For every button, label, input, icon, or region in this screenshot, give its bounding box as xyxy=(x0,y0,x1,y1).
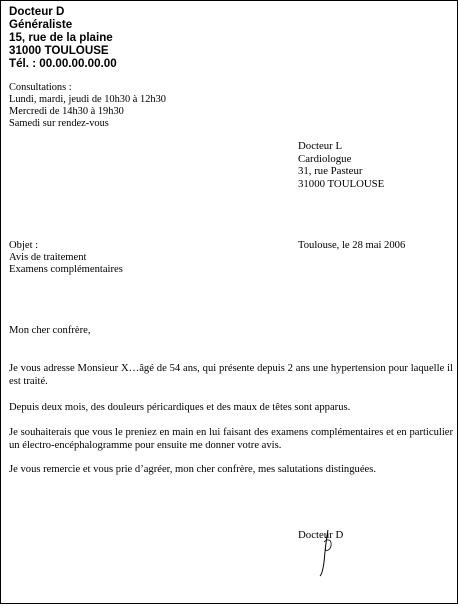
recipient-city: 31000 TOULOUSE xyxy=(298,177,385,190)
place-date: Toulouse, le 28 mai 2006 xyxy=(298,240,406,251)
recipient-name: Docteur L xyxy=(298,140,343,152)
signature-block xyxy=(298,522,368,582)
salutation: Mon cher confrère, xyxy=(9,325,91,336)
sender-title: Généraliste xyxy=(9,18,73,31)
sender-phone: Tél. : 00.00.00.00.00 xyxy=(9,57,117,70)
subject-line: Examens complémentaires xyxy=(9,264,123,275)
sender-city: 31000 TOULOUSE xyxy=(9,44,109,57)
recipient-title: Cardiologue xyxy=(298,152,352,165)
subject-label: Objet : xyxy=(9,240,39,251)
sender-street: 15, rue de la plaine xyxy=(9,31,113,44)
consultations-line: Samedi sur rendez-vous xyxy=(9,118,109,129)
signature-name: Docteur D xyxy=(298,529,344,541)
subject-line: Avis de traitement xyxy=(9,252,87,263)
body-paragraph: Depuis deux mois, des douleurs péricardiques et des maux de têtes sont apparus. xyxy=(9,402,351,413)
recipient-street: 31, rue Pasteur xyxy=(298,165,363,177)
body-paragraph: Je souhaiterais que vous le preniez en main en lui faisant des examens complémentaires et en particulier un électro-encéphalogramme pour ensuite me donner votre avis. xyxy=(9,427,453,451)
sender-name: Docteur D xyxy=(9,5,65,18)
consultations-line: Lundi, mardi, jeudi de 10h30 à 12h30 xyxy=(9,94,166,105)
consultations-heading: Consultations : xyxy=(9,82,72,93)
consultations-line: Mercredi de 14h30 à 19h30 xyxy=(9,106,124,117)
body-paragraph: Je vous adresse Monsieur X…âgé de 54 ans, qui présente depuis 2 ans une hypertension pour laquelle il est traité. xyxy=(9,363,453,387)
body-paragraph: Je vous remercie et vous prie d’agréer, mon cher confrère, mes salutations distinguées. xyxy=(9,464,376,475)
